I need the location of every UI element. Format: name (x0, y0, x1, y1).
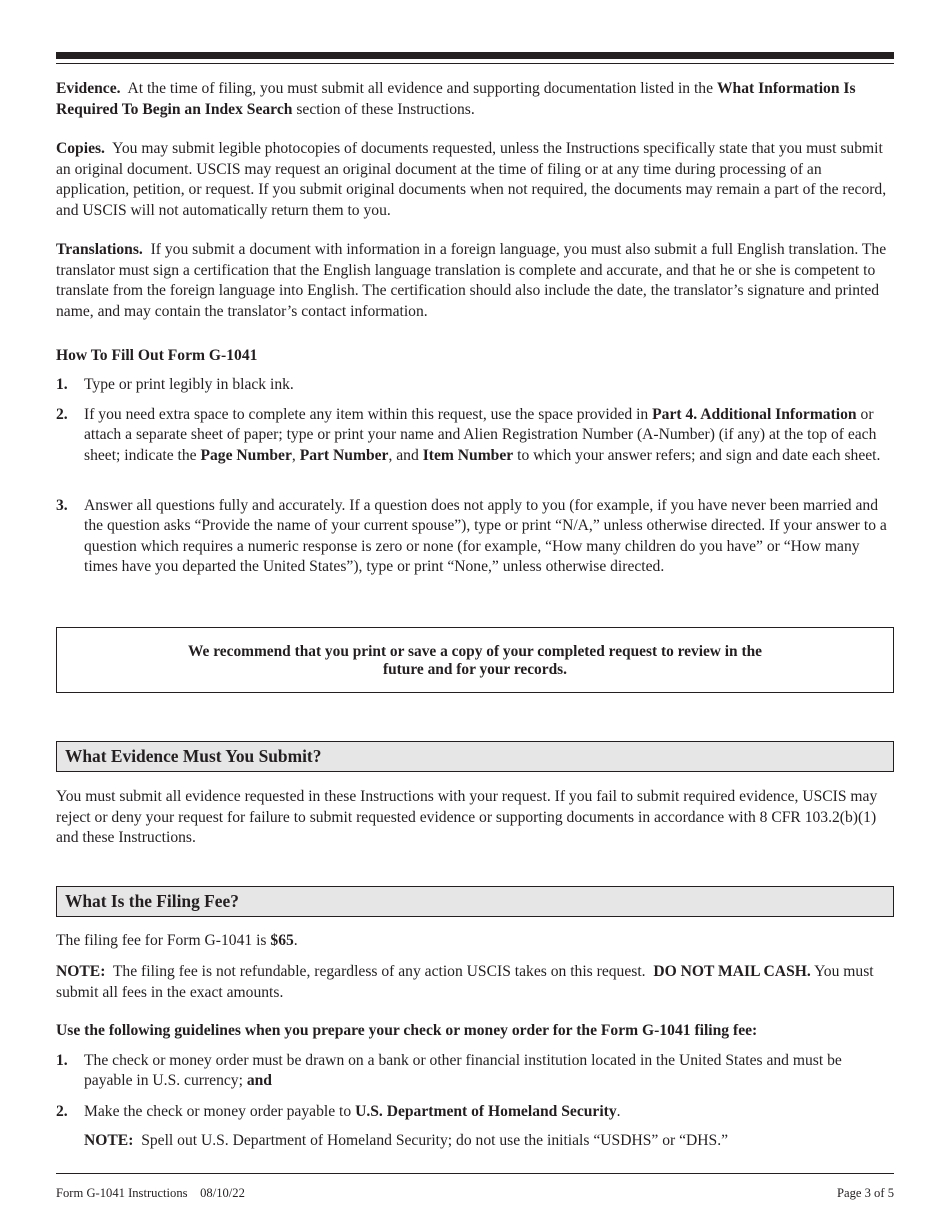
fee-amount: $65 (270, 932, 294, 949)
fee-item-2 (56, 1102, 894, 1122)
footer-rule (56, 1173, 894, 1174)
document-page (56, 0, 894, 1230)
note-text (84, 1131, 894, 1151)
item-text (84, 405, 894, 466)
item-text: Type or print legibly in black ink. (84, 376, 294, 393)
evidence-section-paragraph: You must submit all evidence requested in these Instructions with your request. If you fail to submit required evidence, USCIS may reject or deny your request for failure to submit requested evidence or supporting documents in accordance with 8 CFR 103.2(b)(1) and these Instructions. (56, 788, 878, 847)
how-to-heading: How To Fill Out Form G-1041 (56, 347, 258, 364)
item-bold-part: Part Number (299, 446, 389, 464)
copies-paragraph (56, 139, 894, 221)
fee-text: The filing fee for Form G-1041 is (56, 932, 267, 949)
fee-note-paragraph (56, 962, 894, 1003)
note-text: The filing fee is not refundable, regardless of any action USCIS takes on this request. (112, 963, 646, 980)
evidence-paragraph (56, 79, 894, 120)
note-label: NOTE: (56, 963, 106, 980)
item-number: 3. (56, 497, 68, 514)
item-text (84, 1051, 894, 1092)
item-bold-part: U.S. Department of Homeland Security (355, 1103, 617, 1120)
item-text-part: or attach a separate sheet of paper; type or print your name and Alien Registration Number (A-Number) (if any) at the top of each sheet; indicate the (84, 406, 877, 464)
item-text-part: , (291, 446, 296, 464)
footer-page-number: Page 3 of 5 (836, 1186, 894, 1200)
fee-note-2 (56, 1131, 894, 1151)
evidence-text-2: section of these Instructions. (296, 100, 475, 118)
item-text-end: . (616, 1103, 621, 1120)
item-bold-part: Page Number (200, 446, 292, 464)
how-to-item-1 (56, 375, 894, 395)
section-heading-evidence (56, 741, 894, 772)
item-text-part: Make the check or money order payable to (84, 1103, 352, 1120)
recommendation-box (56, 627, 894, 693)
section-title: What Evidence Must You Submit? (65, 746, 322, 766)
evidence-bold: What Information Is Required To Begin an Index Search (56, 80, 856, 118)
item-number: 1. (56, 376, 68, 393)
recommendation-line-1: We recommend that you print or save a copy of your completed request to review in the (188, 643, 762, 660)
recommendation-line-2: future and for your records. (383, 661, 567, 678)
copies-label: Copies. (56, 140, 105, 157)
note-bold: DO NOT MAIL CASH. (653, 963, 811, 980)
section-heading-fee (56, 886, 894, 917)
item-bold-part: and (246, 1072, 272, 1090)
fee-paragraph (56, 931, 894, 952)
note-label: NOTE: (84, 1132, 134, 1149)
guidelines-heading: Use the following guidelines when you prepare your check or money order for the Form G-1041 filing fee: (56, 1022, 758, 1039)
item-bold-part: Item Number (422, 446, 514, 464)
header-rule-thin (56, 63, 894, 64)
item-text-part: to which your answer refers; and sign and date each sheet. (517, 446, 881, 464)
item-number: 2. (56, 1103, 68, 1120)
item-number: 2. (56, 406, 68, 423)
evidence-label: Evidence. (56, 80, 121, 97)
item-bold-part: Part 4. Additional Information (652, 406, 857, 423)
item-text (84, 1102, 894, 1122)
translations-paragraph (56, 240, 894, 322)
item-text: Answer all questions fully and accurately. If a question does not apply to you (for example, if you have never been married and the question asks “Provide the name of your current spouse”), type or print “N/A,” unless otherwise directed. If your answer to a question which requires a numeric response is zero or none (for example, “How many children do you have” or “How many times have you departed the United States”), type or print “None,” unless otherwise directed. (84, 497, 887, 576)
item-text-part: , and (388, 446, 419, 464)
note-text-part: Spell out U.S. Department of Homeland Security; do not use the initials “USDHS” or “DHS.” (141, 1132, 729, 1149)
section-title: What Is the Filing Fee? (65, 891, 239, 911)
item-text-part: If you need extra space to complete any item within this request, use the space provided in (84, 406, 649, 423)
how-to-item-3 (56, 496, 894, 578)
translations-label: Translations. (56, 241, 143, 258)
translations-text: If you submit a document with information in a foreign language, you must also submit a full English translation. The translator must sign a certification that the English language translation is complete and accurate, and that he or she is competent to translate from the foreign language into English. The certification should also include the date, the translator’s signature and printed name, and may contain the translator’s contact information. (56, 241, 887, 320)
footer-form-id: Form G-1041 Instructions 08/10/22 (56, 1186, 245, 1200)
evidence-text-1: At the time of filing, you must submit all evidence and supporting documentation listed in the (127, 80, 714, 97)
item-text-part: The check or money order must be drawn on a bank or other financial institution located in the United States and must be payable in U.S. currency; (84, 1052, 842, 1090)
note-text-2: You must submit all fees in the exact amounts. (56, 963, 874, 1001)
how-to-item-2 (56, 405, 894, 466)
copies-text: You may submit legible photocopies of documents requested, unless the Instructions specifically state that you must submit an original document. USCIS may request an original document at the time of filing or at any time during processing of an application, petition, or request. If you submit original documents when not required, the documents may remain a part of the record, and USCIS will not automatically return them to you. (56, 140, 887, 219)
fee-text-end: . (293, 932, 298, 949)
fee-item-1 (56, 1051, 894, 1092)
header-rule-thick (56, 52, 894, 59)
item-number: 1. (56, 1052, 68, 1069)
